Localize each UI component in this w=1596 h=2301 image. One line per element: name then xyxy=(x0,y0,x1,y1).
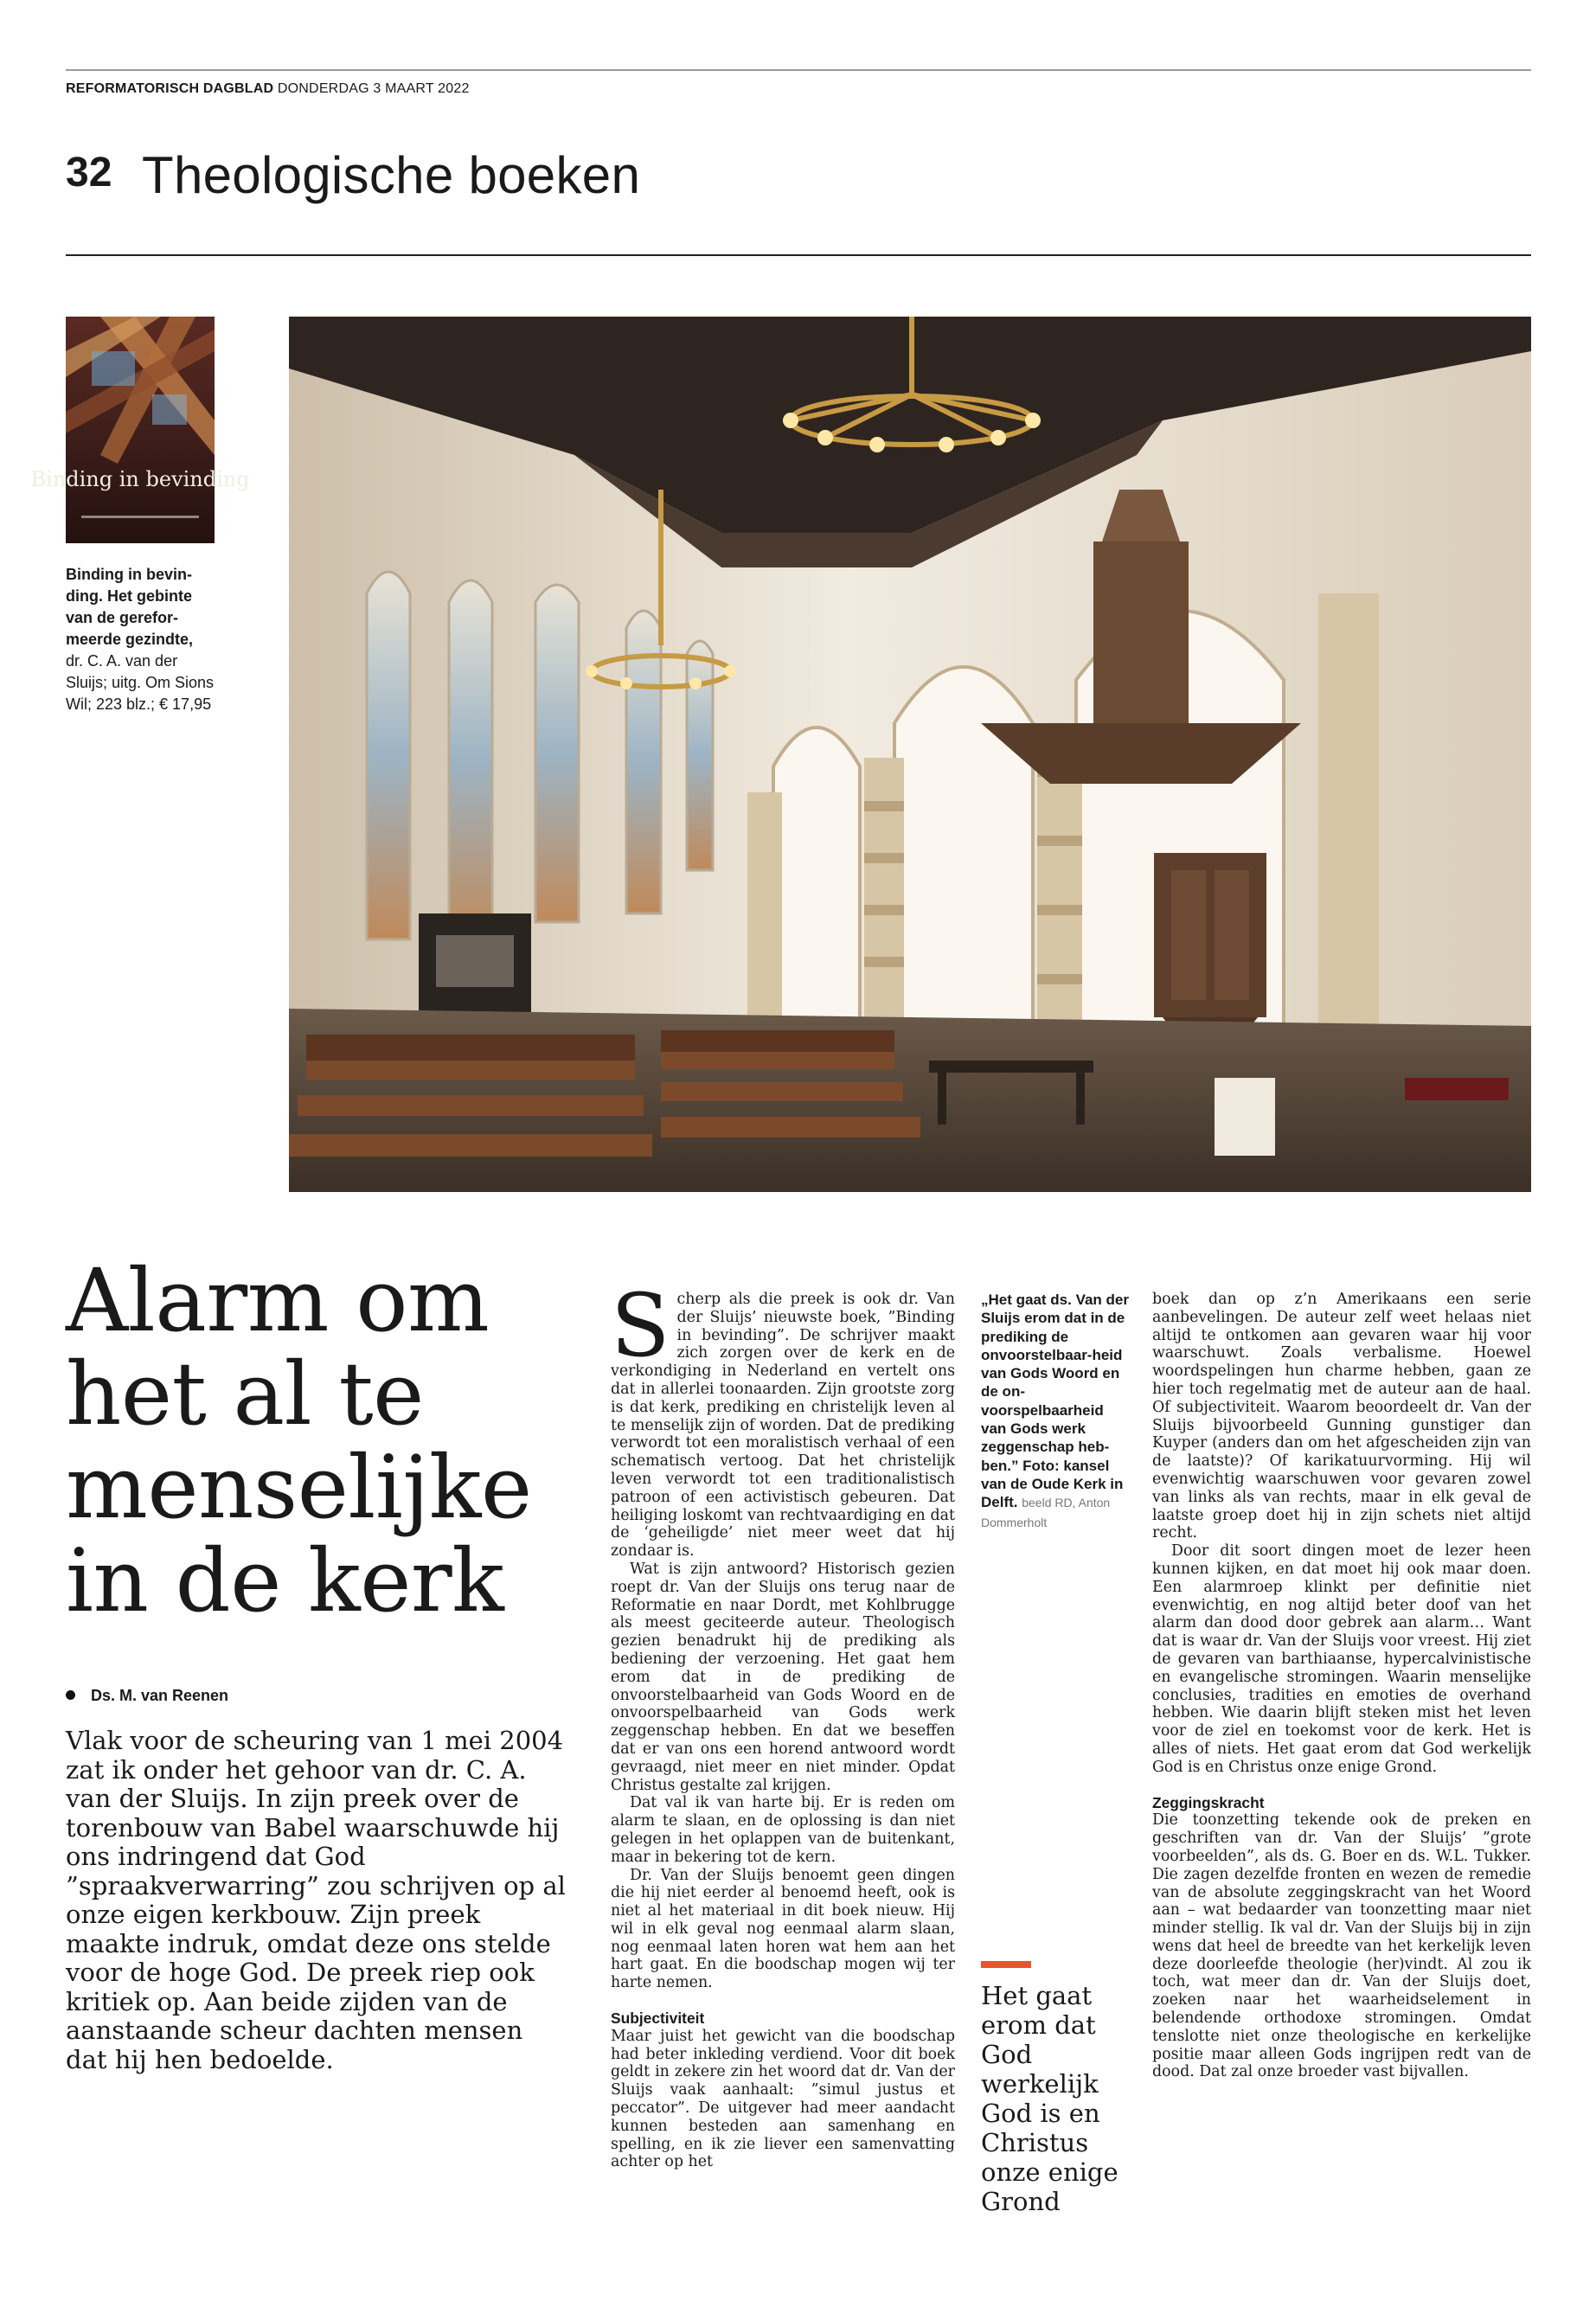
church-photo-illustration xyxy=(289,317,1531,1192)
book-info xyxy=(66,564,215,715)
paragraph-1: Scherp als die preek is ook dr. Van der Sluijs’ nieuwste boek, ”Binding in bevinding”. De schrijver maakt zich zorgen over de kerk en de verkondiging in Nederland en vertelt ons dat in allerlei toonaarden. Zijn grootste zorg is dat kerk, prediking en christelijk leven al te menselijk zijn of worden. Dat de prediking verwordt tot een moralistisch verhaal of een schematisch vertoog. Dat het christelijk leven verwordt tot een traditionalistisch patroon of een activistisch gebeuren. Dat heiliging loskomt van rechtvaardiging en dat de ‘geheiligde’ niet meer weet dat hij zondaar is. xyxy=(611,1275,955,1561)
photo-credit: beeld RD, Anton Dommerholt xyxy=(981,1496,1111,1529)
book-cover-image xyxy=(30,317,250,543)
paragraph-2: Wat is zijn antwoord? Historisch gezien roept dr. Van der Sluijs ons terug naar de Reformatie en naar Dordt, met Kohlbrugge als meest geciteerde auteur. Theologisch gezien benadrukt hij de prediking als bediening der verzoening. Het gaat hem erom dat in de prediking de onvoorstelbaarheid van Gods Woord en de onvoorspelbaarheid van Gods werk zeggenschap hebben. En dat we beseffen dat er van ons een horend antwoord wordt gevraagd, niet meer en niet minder. Opdat Christus gestalte zal krijgen. xyxy=(611,1560,955,1794)
byline xyxy=(66,1687,228,1705)
photo-caption xyxy=(981,1291,1130,1532)
article-column-1 xyxy=(611,1275,955,2171)
pull-quote-accent-bar xyxy=(981,1961,1031,1968)
book-cover-title: Binding in bevinding xyxy=(30,467,250,491)
paragraph-8: Die toonzetting tekende ook de preken en geschriften van dr. Van der Sluijs’ ”grote voorbeelden”, als ds. G. Boer en ds. W.L. Tukker. Die zagen dezelfde fronten en wezen de remedie van de absolute zeggingskracht van het Woord aan – wat bedaarder van toonzetting maar niet minder stellig. Ik val dr. Van der Sluijs bij in zijn wens dat heel de breedte van het kerkelijk leven deze doorleefde theologie (her)vindt. Al zou ik toch, wat meer dan dr. Van der Sluijs doet, zoeken naar het waarheidselement in belendende orthodoxe stromingen. Omdat tenslotte niet onze theologische en kerkelijke positie maar alleen Gods ingrijpen redt van de dood. Dat zal onze broeder vast bijvallen. xyxy=(1152,1811,1531,2081)
subheading-subjectiviteit: Subjectiviteit xyxy=(611,2009,705,2028)
pull-quote: Het gaat erom dat God werkelijk God is en Christus onze enige Grond xyxy=(981,1981,1118,2216)
section-title: Theologische boeken xyxy=(142,146,641,204)
paragraph-7: Door dit soort dingen moet de lezer heen kunnen kijken, en dat moet hij ook maar doen. Een alarmroep klinkt per definitie niet evenwichtig, en nog altijd beter doof van het alarm dan dood door gebrek aan alarm… Want dat is waar dr. Van der Sluijs voor vreest. Hij ziet de gevaren van barthiaanse, hypercalvinistische en evangelische stromingen. Waarin menselijke conclusies, tradities en emoties de overhand hebben. Wie daarin blijft steken mist het leven voor de ziel en toekomst voor de kerk. Het is alles of niets. Het gaat erom dat God werkelijk God is en Christus onze enige Grond. xyxy=(1152,1542,1531,1776)
drop-cap: S xyxy=(611,1275,670,1376)
paragraph-3: Dat val ik van harte bij. Er is reden om alarm te slaan, en de oplossing is dan niet gelegen in het oplappen van de buitenkant, maar in bekering tot de kern. xyxy=(611,1794,955,1866)
page-number: 32 xyxy=(66,150,112,195)
top-rule xyxy=(66,69,1531,71)
issue-date: DONDERDAG 3 MAART 2022 xyxy=(277,81,470,96)
caption-text: „Het gaat ds. Van der Sluijs erom dat in de prediking de onvoorstelbaar-heid van Gods Woord en de on-voorspelbaarheid van Gods werk zeggenschap heb-ben.” Foto: kansel van de Oude Kerk in Delft. xyxy=(981,1292,1129,1511)
author-name: Ds. M. van Reenen xyxy=(91,1687,229,1704)
article-intro: Vlak voor de scheuring van 1 mei 2004 zat ik onder het gehoor van dr. C. A. van der Sluijs. In zijn preek over de torenbouw van Babel waarschuwde hij ons indringend dat God ”spraakverwarring” zou schrijven op al onze eigen kerkbouw. Zijn preek maakte indruk, omdat deze ons stelde voor de hoge God. De preek riep ook kritiek op. Aan beide zijden van de aanstaande scheur dachten mensen dat hij hen bedoelde. xyxy=(66,1726,566,2074)
paragraph-4: Dr. Van der Sluijs benoemt geen dingen die hij niet eerder al benoemd heeft, ook is niet al het materiaal in dit boek nieuw. Hij wil in elk geval nog eenmaal alarm slaan, nog eenmaal laten horen wat hem aan het hart gaat. En die boodschap mogen wij ter harte nemen. xyxy=(611,1866,955,1992)
section-rule xyxy=(66,254,1531,256)
newspaper-name: REFORMATORISCH DAGBLAD xyxy=(66,81,274,96)
paragraph-5: Maar juist het gewicht van die boodschap had beter inkleding verdiend. Voor dit boek geldt in zekere zin het woord dat dr. Van der Sluijs vaak aanhaalt: ”simul justus et peccator”. De uitgever had meer aandacht kunnen besteden aan samenhang en spelling, en ik zie liever een samenvatting achter op het xyxy=(611,2027,955,2171)
article-headline: Alarm om het al te menselijke in de kerk xyxy=(66,1250,532,1631)
book-title: Binding in bevin-ding. Het gebinte van de gerefor-meerde gezindte, xyxy=(66,566,194,648)
subheading-zeggingskracht: Zeggingskracht xyxy=(1152,1793,1265,1811)
masthead xyxy=(66,81,470,97)
book-details: dr. C. A. van der Sluijs; uitg. Om Sions Wil; 223 blz.; € 17,95 xyxy=(66,652,215,713)
paragraph-6: boek dan op z’n Amerikaans een serie aanbevelingen. De auteur zelf weet helaas niet altijd te ontkomen aan gevaren waar hij voor waarschuwt. Zoals verbalisme. Hoewel woordspelingen hun charme hebben, gaan ze hier toch regelmatig met de auteur aan de haal. Of subjectiviteit. Waarom beoordeelt dr. Van der Sluijs bijvoorbeeld Gunning gunstiger dan Kuyper (anders dan om het afgescheiden zijn van de laatste)? Of karikatuurvorming. Hij wil evenwichtig waarschuwen voor gevaren zowel van links als van rechts, maar in elk geval de laatste groep doet hij in zijn schets niet altijd recht. xyxy=(1152,1291,1531,1542)
bullet-icon xyxy=(66,1690,75,1700)
article-column-3 xyxy=(1152,1291,1531,2081)
church-interior-photo xyxy=(289,317,1531,1192)
